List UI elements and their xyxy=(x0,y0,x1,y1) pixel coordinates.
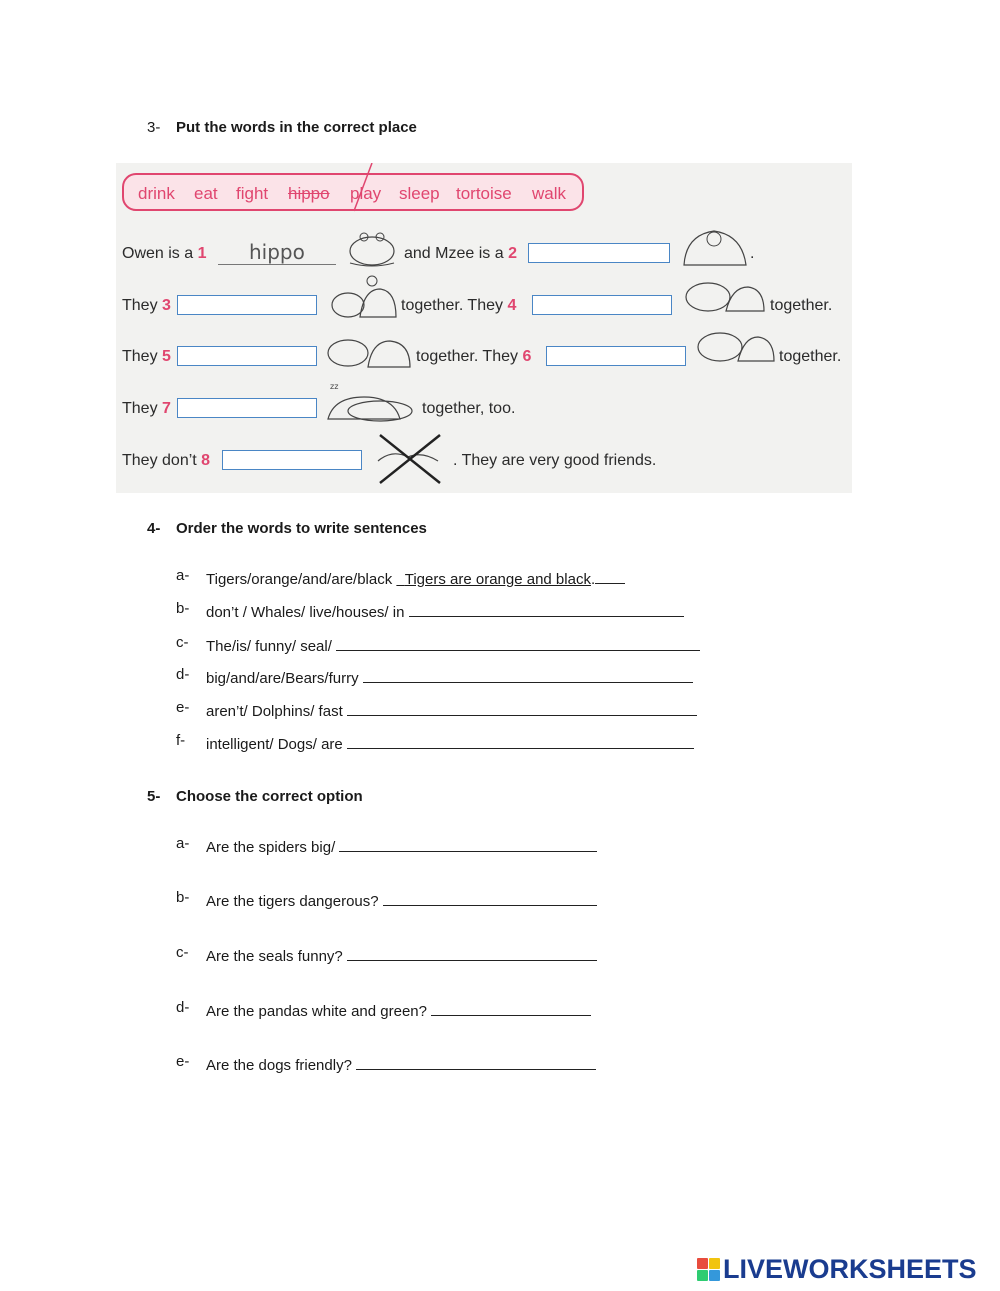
section-4-title: Order the words to write sentences xyxy=(176,520,427,537)
answer-blank[interactable] xyxy=(347,732,694,749)
line1-text-b: and Mzee is a xyxy=(404,245,504,262)
word-bank-item: sleep xyxy=(399,184,440,203)
item-letter: d- xyxy=(176,999,190,1016)
hippo-tortoise-walk-icon xyxy=(324,333,414,373)
line2-text-b: together. They xyxy=(401,297,503,314)
answer-blank[interactable] xyxy=(383,889,597,906)
hippo-tortoise-play-icon xyxy=(324,273,400,323)
item-prompt: don’t / Whales/ live/houses/ in xyxy=(206,604,405,621)
answer-box-7[interactable] xyxy=(177,398,317,418)
item-prompt: Are the pandas white and green? xyxy=(206,1003,427,1020)
item-letter: a- xyxy=(176,835,190,852)
answer-blank[interactable] xyxy=(347,699,697,716)
answer-blank[interactable] xyxy=(363,666,693,683)
word-bank-item: eat xyxy=(194,184,218,203)
item-prompt: Are the dogs friendly? xyxy=(206,1057,352,1074)
line1-end: . xyxy=(750,245,755,262)
line4-text-a: They xyxy=(122,400,158,417)
word-bank-item: play xyxy=(350,184,382,203)
number-4: 4 xyxy=(507,297,517,314)
answer-blank[interactable] xyxy=(336,634,700,651)
answer-box-5[interactable] xyxy=(177,346,317,366)
answer-box-2[interactable] xyxy=(528,243,670,263)
section-5-number: 5- xyxy=(147,788,161,805)
liveworksheets-logo-icon xyxy=(697,1258,721,1282)
answer-blank xyxy=(595,567,625,584)
line3-text-b: together. They xyxy=(416,348,518,365)
item-prompt: aren’t/ Dolphins/ fast xyxy=(206,703,343,720)
answer-blank[interactable] xyxy=(409,600,684,617)
slash-mark-icon xyxy=(336,163,376,213)
number-7: 7 xyxy=(162,400,171,417)
section-4-number: 4- xyxy=(147,520,161,537)
answer-box-3[interactable] xyxy=(177,295,317,315)
number-8: 8 xyxy=(201,452,211,469)
item-prompt: big/and/are/Bears/furry xyxy=(206,670,359,687)
number-5: 5 xyxy=(162,348,171,365)
tortoise-picture-icon xyxy=(676,221,755,271)
item-prompt: Are the spiders big/ xyxy=(206,839,336,856)
item-prompt: The/is/ funny/ seal/ xyxy=(206,638,332,655)
answer-blank[interactable] xyxy=(339,835,597,852)
line1-text-a: Owen is a xyxy=(122,245,194,262)
answer-box-6[interactable] xyxy=(546,346,686,366)
answer-box-8[interactable] xyxy=(222,450,362,470)
item-letter: c- xyxy=(176,944,189,961)
line3-end: together. xyxy=(779,348,842,365)
item-prompt: Are the seals funny? xyxy=(206,948,343,965)
number-6: 6 xyxy=(522,348,532,365)
item-letter: f- xyxy=(176,732,186,749)
number-2: 2 xyxy=(508,245,517,262)
section-5-title: Choose the correct option xyxy=(176,788,363,805)
line2-text-a: They xyxy=(122,297,158,314)
hippo-tortoise-drink-icon xyxy=(694,327,776,367)
hippo-tortoise-sleep-icon xyxy=(324,381,418,423)
line4-end: together, too. xyxy=(422,400,516,417)
line5-text-a: They don’t xyxy=(122,452,197,469)
no-fighting-crossed-icon xyxy=(372,431,454,487)
item-letter: d- xyxy=(176,666,190,683)
item-letter: b- xyxy=(176,889,190,906)
item-prompt: Tigers/orange/and/are/black xyxy=(206,571,393,588)
word-bank-item: fight xyxy=(236,184,269,203)
line2-end: together. xyxy=(770,297,833,314)
answer-blank[interactable] xyxy=(347,944,597,961)
item-answer[interactable]: Tigers are orange and black xyxy=(404,571,591,588)
item-letter: e- xyxy=(176,1053,190,1070)
word-bank-item-crossed: hippo xyxy=(288,184,330,203)
svg-text:zz: zz xyxy=(330,382,339,391)
line5-end: . They are very good friends. xyxy=(453,452,657,469)
number-3: 3 xyxy=(162,297,171,314)
section-3-number: 3- xyxy=(147,119,161,136)
item-letter: c- xyxy=(176,634,189,651)
hippo-picture-icon xyxy=(344,223,400,269)
word-bank-item: tortoise xyxy=(456,184,512,203)
answer-line-1 xyxy=(218,264,336,265)
logo-text: LIVEWORKSHEETS xyxy=(723,1254,977,1284)
word-bank-item: walk xyxy=(532,184,567,203)
item-letter: a- xyxy=(176,567,190,584)
answer-box-4[interactable] xyxy=(532,295,672,315)
number-1: 1 xyxy=(197,245,207,262)
item-letter: b- xyxy=(176,600,190,617)
word-bank-item: drink xyxy=(138,184,175,203)
exercise-image-panel xyxy=(116,163,852,493)
answer-blank[interactable] xyxy=(431,999,591,1016)
answer-1-hippo: hippo xyxy=(249,240,305,264)
item-prompt: Are the tigers dangerous? xyxy=(206,893,379,910)
answer-blank[interactable] xyxy=(356,1053,596,1070)
section-3-title: Put the words in the correct place xyxy=(176,119,417,136)
item-prompt: intelligent/ Dogs/ are xyxy=(206,736,343,753)
line3-text-a: They xyxy=(122,348,158,365)
item-letter: e- xyxy=(176,699,190,716)
hippo-tortoise-eat-icon xyxy=(682,277,768,317)
